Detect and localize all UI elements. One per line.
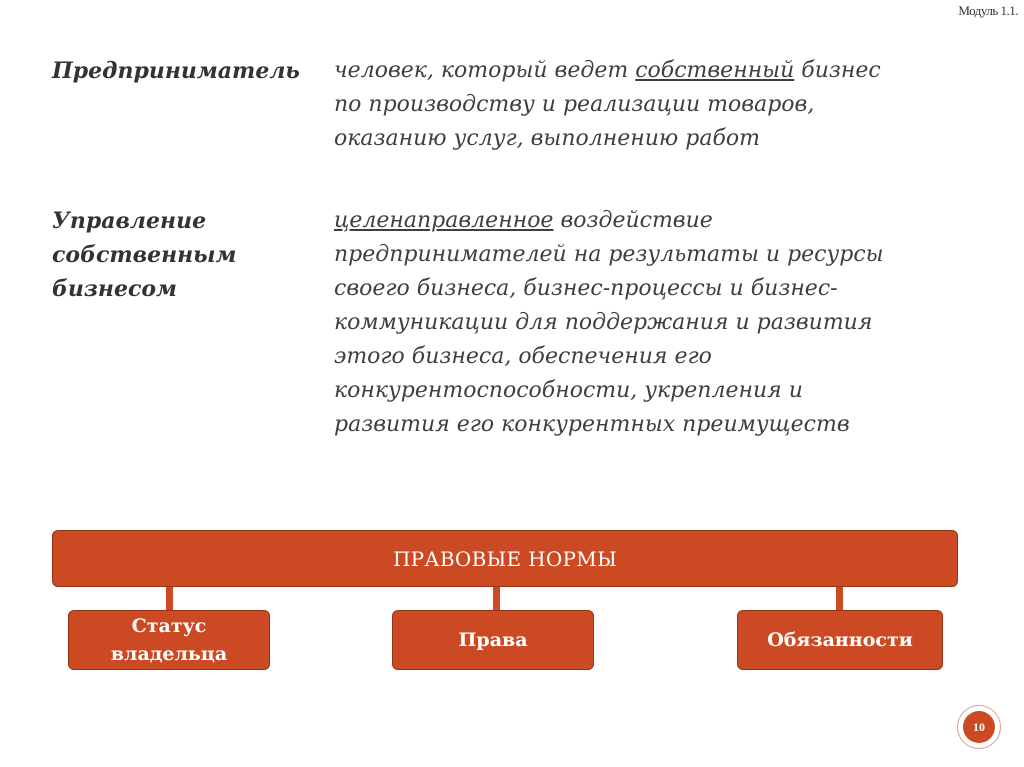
definition-text: по производству и реализации товаров, (334, 92, 815, 117)
legal-norms-box (52, 530, 958, 587)
definition-line (334, 54, 954, 88)
definition-line (334, 122, 954, 156)
rights-box (392, 610, 594, 670)
definition-line: развития его конкурентных преимуществ (334, 412, 850, 437)
owner-status-box (68, 610, 270, 670)
term-line: бизнесом (52, 276, 177, 302)
connector-line (836, 587, 843, 611)
definition-text: человек, который ведет (334, 58, 636, 83)
term-line: Управление (52, 208, 207, 234)
page-number-badge (957, 705, 1001, 749)
duties-label: Обязанности (767, 629, 913, 651)
term-line: собственным (52, 242, 237, 268)
definition-line: предпринимателей на результаты и ресурсы (334, 242, 884, 267)
definition-business-management (334, 204, 954, 442)
definition-text: бизнес (794, 58, 881, 83)
duties-box (737, 610, 943, 670)
definition-line (334, 204, 954, 238)
definition-line (334, 88, 954, 122)
definition-text: воздействие (553, 208, 713, 233)
definition-line: коммуникации для поддержания и развития (334, 310, 873, 335)
connector-line (493, 587, 500, 611)
owner-status-label-line: владельца (110, 643, 228, 665)
definition-text: оказанию услуг, выполнению работ (334, 126, 761, 151)
definition-text-underlined: целенаправленное (334, 208, 554, 233)
connector-line (166, 587, 173, 611)
owner-status-label-line: Статус (131, 615, 207, 637)
page-number: 10 (963, 711, 995, 743)
term-entrepreneur: Предприниматель (52, 58, 300, 84)
definition-line: этого бизнеса, обеспечения его (334, 344, 712, 369)
module-label: Модуль 1.1. (958, 3, 1018, 18)
term-business-management (52, 204, 236, 306)
definition-line: конкурентоспособности, укрепления и (334, 378, 803, 403)
rights-label: Права (458, 629, 528, 651)
definition-text-underlined: собственный (635, 58, 795, 83)
legal-norms-label: ПРАВОВЫЕ НОРМЫ (392, 546, 618, 571)
definition-line: своего бизнеса, бизнес-процессы и бизнес- (334, 276, 838, 301)
definition-entrepreneur (334, 54, 954, 156)
